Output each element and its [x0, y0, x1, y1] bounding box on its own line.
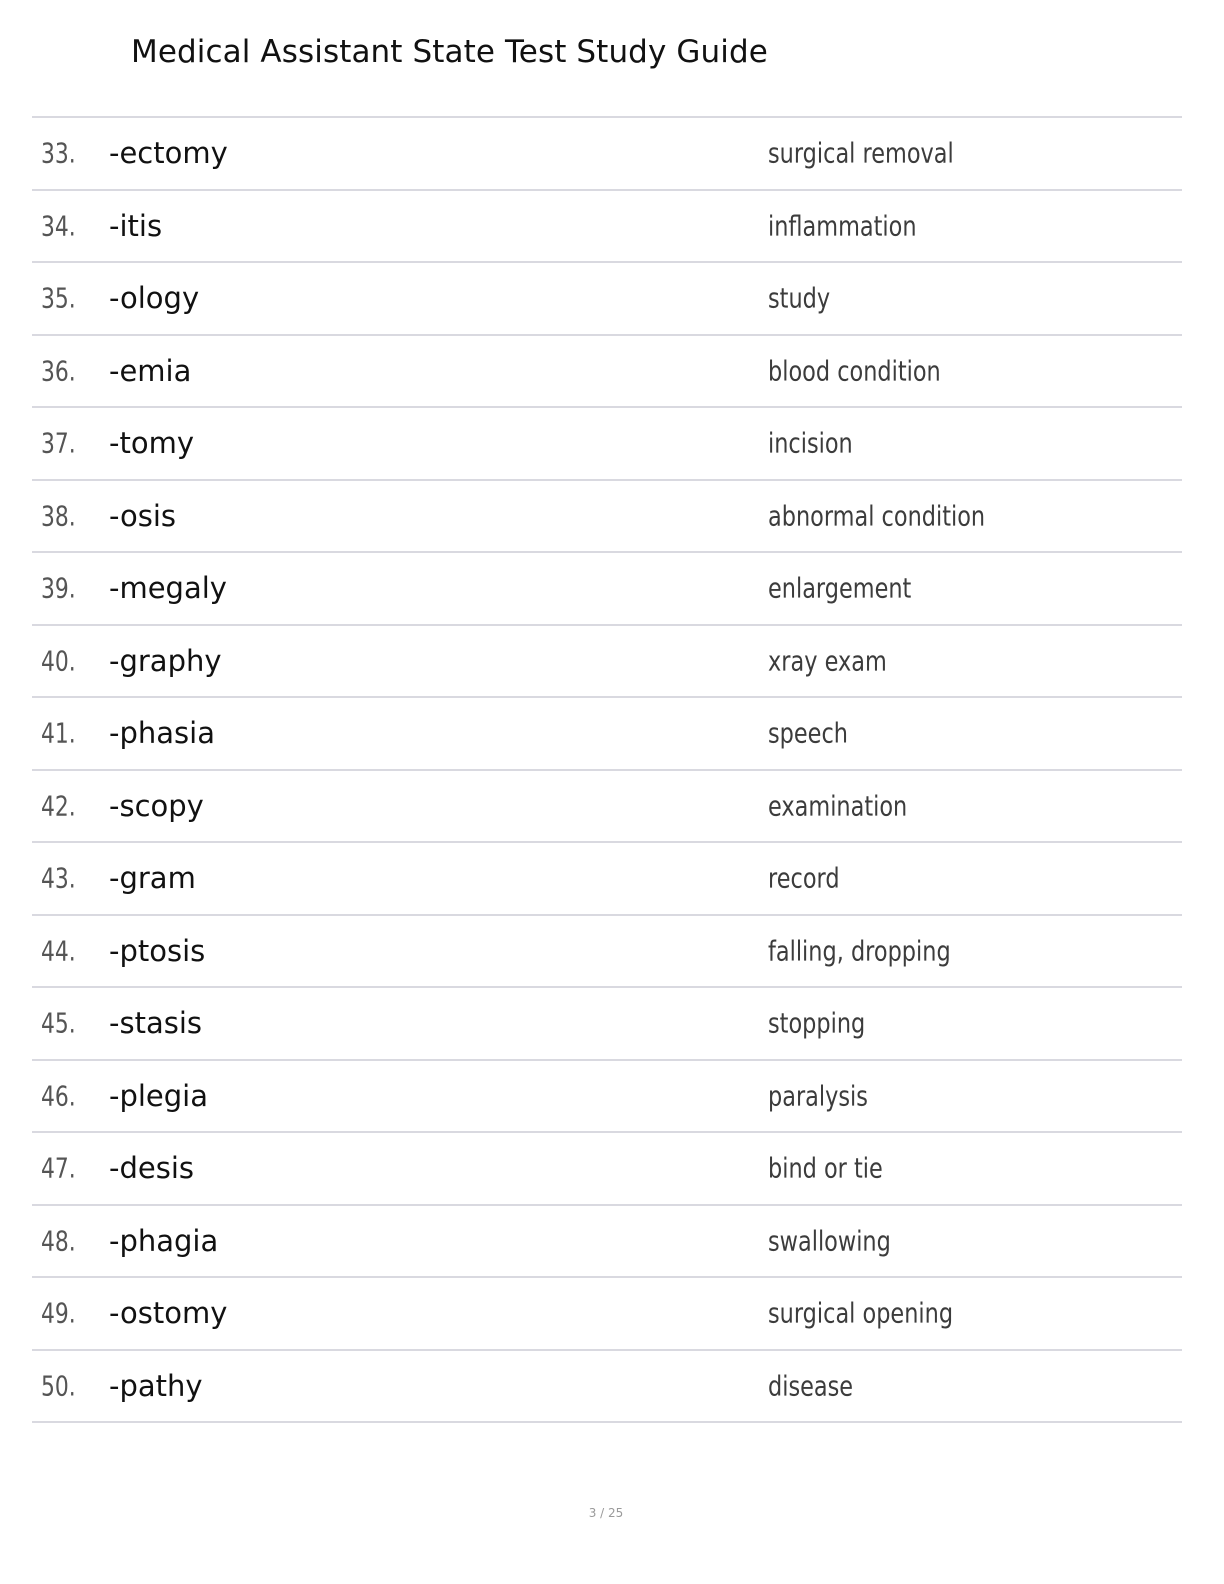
- term-row: [32, 481, 1182, 554]
- term-suffix: -phagia: [109, 1223, 219, 1258]
- term-suffix: -emia: [109, 353, 192, 388]
- term-number: 33.: [41, 136, 76, 170]
- term-meaning: study: [768, 281, 831, 315]
- term-suffix: -tomy: [109, 426, 194, 461]
- term-row: [32, 626, 1182, 699]
- term-row: [32, 698, 1182, 771]
- term-table: [32, 116, 1182, 1423]
- term-meaning: incision: [768, 426, 853, 460]
- term-row: [32, 336, 1182, 409]
- page-number: 3 / 25: [588, 1506, 624, 1520]
- term-row: [32, 1278, 1182, 1351]
- term-meaning: surgical opening: [768, 1296, 954, 1330]
- term-meaning: paralysis: [768, 1079, 868, 1113]
- term-number: 38.: [41, 499, 76, 533]
- term-suffix: -ptosis: [109, 933, 206, 968]
- term-row: [32, 916, 1182, 989]
- term-meaning: surgical removal: [768, 136, 954, 170]
- term-suffix: -stasis: [109, 1006, 202, 1041]
- term-suffix: -itis: [109, 208, 163, 243]
- term-row: [32, 771, 1182, 844]
- term-meaning: enlargement: [768, 571, 912, 605]
- term-number: 41.: [41, 716, 76, 750]
- term-number: 48.: [41, 1224, 76, 1258]
- term-suffix: -ology: [109, 281, 200, 316]
- term-suffix: -desis: [109, 1151, 194, 1186]
- term-number: 39.: [41, 571, 76, 605]
- term-number: 34.: [41, 209, 76, 243]
- term-number: 40.: [41, 644, 76, 678]
- term-row: [32, 553, 1182, 626]
- term-suffix: -phasia: [109, 716, 215, 751]
- term-row: [32, 263, 1182, 336]
- term-row: [32, 1351, 1182, 1424]
- term-suffix: -ectomy: [109, 136, 228, 171]
- term-number: 47.: [41, 1151, 76, 1185]
- term-suffix: -megaly: [109, 571, 227, 606]
- term-meaning: disease: [768, 1369, 854, 1403]
- term-number: 37.: [41, 426, 76, 460]
- term-row: [32, 408, 1182, 481]
- term-suffix: -graphy: [109, 643, 222, 678]
- term-suffix: -gram: [109, 861, 196, 896]
- term-row: [32, 1206, 1182, 1279]
- term-row: [32, 988, 1182, 1061]
- term-suffix: -plegia: [109, 1078, 209, 1113]
- term-suffix: -ostomy: [109, 1296, 228, 1331]
- term-row: [32, 191, 1182, 264]
- term-list: [32, 118, 1182, 1423]
- term-meaning: swallowing: [768, 1224, 891, 1258]
- term-meaning: falling, dropping: [768, 934, 951, 968]
- term-row: [32, 118, 1182, 191]
- term-row: [32, 1061, 1182, 1134]
- term-meaning: bind or tie: [768, 1151, 883, 1185]
- term-number: 42.: [41, 789, 76, 823]
- term-number: 35.: [41, 281, 76, 315]
- term-meaning: speech: [768, 716, 848, 750]
- term-meaning: abnormal condition: [768, 499, 986, 533]
- term-meaning: inflammation: [768, 209, 917, 243]
- term-meaning: xray exam: [768, 644, 887, 678]
- page-title: Medical Assistant State Test Study Guide: [131, 34, 768, 70]
- term-meaning: stopping: [768, 1006, 866, 1040]
- term-row: [32, 1133, 1182, 1206]
- term-number: 45.: [41, 1006, 76, 1040]
- term-number: 46.: [41, 1079, 76, 1113]
- term-number: 44.: [41, 934, 76, 968]
- term-number: 49.: [41, 1296, 76, 1330]
- term-meaning: examination: [768, 789, 908, 823]
- term-row: [32, 843, 1182, 916]
- term-suffix: -osis: [109, 498, 177, 533]
- term-suffix: -scopy: [109, 788, 204, 823]
- term-suffix: -pathy: [109, 1368, 203, 1403]
- term-number: 50.: [41, 1369, 76, 1403]
- term-number: 43.: [41, 861, 76, 895]
- term-number: 36.: [41, 354, 76, 388]
- term-meaning: record: [768, 861, 840, 895]
- term-meaning: blood condition: [768, 354, 941, 388]
